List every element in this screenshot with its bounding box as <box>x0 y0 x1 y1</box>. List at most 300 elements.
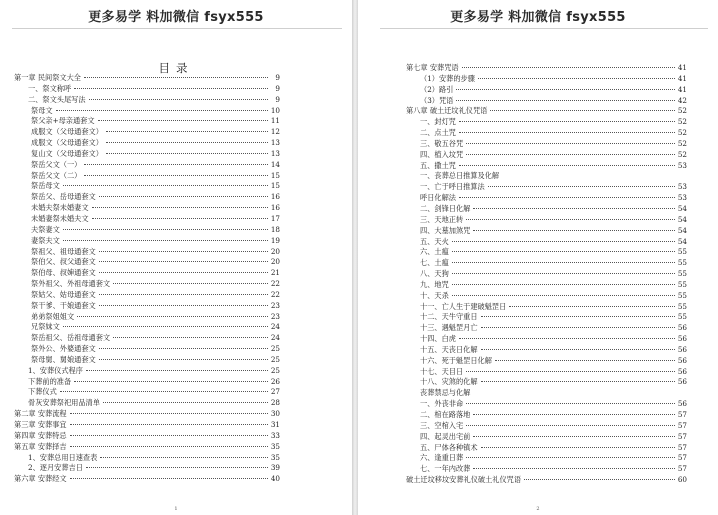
dot-leader <box>70 435 268 436</box>
toc-entry-title: 十一、亡人生于建破魁罡日 <box>420 301 507 311</box>
toc-entry[interactable] <box>406 63 687 74</box>
toc-entry-page: 53 <box>677 193 687 203</box>
dot-leader <box>452 251 675 252</box>
dot-leader <box>84 164 268 165</box>
dot-leader <box>473 208 675 209</box>
toc-entry-title: （2）路引 <box>420 84 454 94</box>
dot-leader <box>473 414 675 415</box>
toc-entry-page: 41 <box>677 84 687 94</box>
dot-leader <box>452 241 675 242</box>
dot-leader <box>98 120 268 121</box>
toc-entry-page: 21 <box>270 268 280 278</box>
dot-leader <box>459 338 675 339</box>
toc-entry[interactable] <box>406 443 687 454</box>
toc-entry-title: 2、逐月安葬吉日 <box>28 463 83 473</box>
toc-entry-title: 破土迁坟移坟安葬礼仪破土礼仪咒语 <box>406 475 522 485</box>
toc-list <box>14 73 280 485</box>
toc-entry-title: 祭姑父、姑母通套文 <box>31 289 96 299</box>
toc-entry[interactable] <box>14 116 280 127</box>
toc-entry-page: 52 <box>677 106 687 116</box>
dot-leader <box>459 132 675 133</box>
toc-entry-page: 57 <box>677 420 687 430</box>
toc-entry[interactable] <box>14 268 280 279</box>
page-header: 更多易学 料加微信 fsyx555 <box>88 10 264 25</box>
toc-entry-title: 弟弟祭姐姐文 <box>31 311 75 321</box>
toc-entry-title: 二、祭文头尾写法 <box>28 94 86 104</box>
toc-entry-page: 16 <box>270 203 280 213</box>
dot-leader <box>473 468 675 469</box>
dot-leader <box>74 381 268 382</box>
toc-entry-page: 60 <box>677 475 687 485</box>
toc-entry-title: 十三、遇魁罡月亡 <box>420 323 478 333</box>
toc-entry-page: 56 <box>677 334 687 344</box>
dot-leader <box>60 391 268 392</box>
dot-leader <box>113 283 268 284</box>
toc-entry-title: 第八章 破土迁坟礼仪咒语 <box>406 106 488 116</box>
toc-entry[interactable] <box>406 139 687 150</box>
toc-entry[interactable] <box>14 95 280 106</box>
toc-entry-page: 16 <box>270 192 280 202</box>
page-header: 更多易学 料加微信 fsyx555 <box>450 10 626 25</box>
dot-leader <box>481 327 675 328</box>
toc-entry[interactable] <box>406 356 687 367</box>
toc-entry[interactable] <box>406 280 687 291</box>
toc-entry-title: 二、剑锋日化解 <box>420 203 471 213</box>
toc-entry-page: 35 <box>270 452 280 462</box>
toc-entry-title: 祭外公、外婆通套文 <box>31 344 96 354</box>
dot-leader <box>106 153 268 154</box>
toc-entry[interactable] <box>406 367 687 378</box>
toc-entry-title: 第七章 安葬咒语 <box>406 63 459 72</box>
toc-entry-title: 丧葬禁忌与化解 <box>420 388 471 398</box>
toc-entry[interactable] <box>14 322 280 333</box>
toc-entry-title: 十六、死于魁罡日化解 <box>420 355 492 365</box>
dot-leader <box>466 457 675 458</box>
toc-entry[interactable] <box>14 84 280 95</box>
dot-leader <box>456 89 675 90</box>
toc-entry-title: 第一章 民间祭文大全 <box>14 73 81 82</box>
toc-entry-title: 九、地咒 <box>420 279 449 289</box>
toc-entry-page: 23 <box>270 300 280 310</box>
toc-entry-title: 祭外祖父、外祖母通套文 <box>31 279 111 289</box>
toc-entry[interactable] <box>406 258 687 269</box>
toc-entry-page: 26 <box>270 376 280 386</box>
toc-entry[interactable] <box>406 226 687 237</box>
toc-entry[interactable] <box>406 193 687 204</box>
toc-entry-title: 三、天地正转 <box>420 214 464 224</box>
toc-entry-page: 55 <box>677 290 687 300</box>
toc-entry[interactable] <box>14 398 280 409</box>
toc-entry-page: 57 <box>677 464 687 474</box>
toc-entry[interactable] <box>14 366 280 377</box>
dot-leader <box>56 110 268 111</box>
toc-entry-page: 24 <box>270 322 280 332</box>
toc-entry-title: 骨灰安葬祭祀用品清单 <box>28 398 100 408</box>
toc-entry-page: 40 <box>270 474 280 484</box>
toc-entry-title: 祭伯父、叔父通套文 <box>31 257 96 267</box>
toc-entry-title: 第五章 安葬择吉 <box>14 441 67 451</box>
toc-entry-page: 57 <box>677 410 687 419</box>
toc-entry-page: 39 <box>270 463 280 473</box>
page-number: 2 <box>536 506 540 512</box>
toc-entry-page: 18 <box>270 224 280 234</box>
toc-entry[interactable] <box>406 171 687 182</box>
toc-entry-page: 56 <box>677 366 687 376</box>
toc-entry-page: 25 <box>270 344 280 354</box>
toc-entry[interactable] <box>406 323 687 334</box>
toc-entry[interactable] <box>14 181 280 192</box>
toc-entry[interactable] <box>406 150 687 161</box>
toc-entry[interactable] <box>14 387 280 398</box>
toc-entry[interactable] <box>406 464 687 475</box>
toc-entry[interactable] <box>14 214 280 225</box>
toc-entry[interactable] <box>406 74 687 85</box>
toc-entry-page: 56 <box>677 355 687 365</box>
toc-entry[interactable] <box>14 463 280 474</box>
toc-entry[interactable] <box>406 128 687 139</box>
right-page <box>358 0 718 515</box>
toc-entry[interactable] <box>406 291 687 302</box>
toc-entry-page: 9 <box>275 73 280 82</box>
dot-leader <box>113 337 268 338</box>
toc-entry-title: 四、起灵出宅前 <box>420 431 471 441</box>
toc-entry-title: 十二、天牛守重日 <box>420 312 478 322</box>
toc-entry-page: 56 <box>677 377 687 387</box>
toc-entry-title: 三、敬五谷咒 <box>420 138 464 148</box>
toc-entry-title: 二、点土咒 <box>420 128 456 138</box>
toc-entry-title: 呼日化解法 <box>420 193 456 203</box>
toc-title: 目录 <box>158 61 194 75</box>
toc-entry-page: 52 <box>677 128 687 138</box>
toc-entry[interactable] <box>14 149 280 160</box>
toc-entry-title: 复山文（父母通套文） <box>31 148 103 158</box>
toc-entry[interactable] <box>14 355 280 366</box>
toc-entry-page: 33 <box>270 430 280 440</box>
dot-leader <box>490 110 675 111</box>
dot-leader <box>481 447 675 448</box>
toc-entry-page: 30 <box>270 409 280 419</box>
toc-entry[interactable] <box>14 344 280 355</box>
toc-entry-page: 15 <box>270 170 280 180</box>
dot-leader <box>99 196 268 197</box>
toc-entry-title: 五、天火 <box>420 236 449 246</box>
toc-entry[interactable] <box>406 432 687 443</box>
toc-entry-title: 夫祭妻文 <box>31 224 60 234</box>
toc-entry-title: 1、安葬仪式程序 <box>28 365 83 375</box>
toc-entry[interactable] <box>406 421 687 432</box>
toc-entry-title: 五、撒土咒 <box>420 160 456 170</box>
toc-entry-page: 55 <box>677 247 687 257</box>
toc-entry-page: 13 <box>270 138 280 148</box>
toc-entry[interactable] <box>406 96 687 107</box>
toc-entry[interactable] <box>406 410 687 421</box>
toc-entry-page: 52 <box>677 138 687 148</box>
toc-entry-title: 成服文（父母通套文） <box>31 138 103 148</box>
toc-entry-title: 祭干爹、干娘通套文 <box>31 300 96 310</box>
toc-entry[interactable] <box>14 236 280 247</box>
toc-entry-title: 一、封灯咒 <box>420 117 456 127</box>
toc-entry[interactable] <box>14 203 280 214</box>
toc-entry-title: 下葬仪式 <box>28 387 57 397</box>
toc-entry[interactable] <box>406 388 687 399</box>
toc-entry-page: 56 <box>677 399 687 409</box>
toc-entry[interactable] <box>406 453 687 464</box>
toc-entry-page: 54 <box>677 236 687 246</box>
dot-leader <box>456 100 675 101</box>
toc-entry-title: 祭伯母、叔婶通套文 <box>31 268 96 278</box>
toc-entry-page: 54 <box>677 225 687 235</box>
toc-entry[interactable] <box>406 334 687 345</box>
dot-leader <box>106 131 268 132</box>
toc-entry-page: 57 <box>677 453 687 463</box>
dot-leader <box>86 370 268 371</box>
toc-entry[interactable] <box>14 257 280 268</box>
toc-entry-page: 54 <box>677 214 687 224</box>
toc-entry-title: 兄祭妹文 <box>31 322 60 332</box>
dot-leader <box>452 273 675 274</box>
dot-leader <box>70 446 268 447</box>
toc-entry-page: 9 <box>275 94 280 104</box>
dot-leader <box>99 294 268 295</box>
toc-entry-title: 祭祖父、祖母通套文 <box>31 246 96 256</box>
toc-entry[interactable] <box>14 301 280 312</box>
toc-entry-page: 53 <box>677 160 687 170</box>
toc-entry-page: 52 <box>677 149 687 159</box>
toc-entry[interactable] <box>14 106 280 117</box>
toc-entry[interactable] <box>406 204 687 215</box>
toc-entry[interactable] <box>14 225 280 236</box>
toc-entry[interactable] <box>406 475 687 486</box>
dot-leader <box>100 457 268 458</box>
dot-leader <box>84 77 268 78</box>
dot-leader <box>63 185 268 186</box>
toc-entry-title: 十五、天丧日化解 <box>420 344 478 354</box>
dot-leader <box>103 402 268 403</box>
toc-entry[interactable] <box>14 247 280 258</box>
toc-entry[interactable] <box>14 73 280 84</box>
dot-leader <box>466 143 675 144</box>
dot-leader <box>77 316 268 317</box>
dot-leader <box>70 478 268 479</box>
toc-list <box>406 63 687 486</box>
toc-entry[interactable] <box>406 345 687 356</box>
toc-entry-page: 55 <box>677 301 687 311</box>
toc-entry[interactable] <box>14 312 280 323</box>
toc-entry-title: 祭父亲+母亲通套文 <box>31 116 95 126</box>
toc-entry-title: 四、植入坟咒 <box>420 149 464 159</box>
toc-entry-page: 52 <box>677 117 687 127</box>
dot-leader <box>509 306 675 307</box>
toc-entry-title: 一、外丧非命 <box>420 399 464 409</box>
toc-entry-title: 二、棺在路落地 <box>420 410 471 419</box>
dot-leader <box>74 88 268 89</box>
toc-entry[interactable] <box>406 215 687 226</box>
dot-leader <box>524 479 675 480</box>
toc-entry[interactable] <box>406 237 687 248</box>
dot-leader <box>70 413 268 414</box>
dot-leader <box>481 349 675 350</box>
dot-leader <box>495 360 675 361</box>
toc-entry-title: 妻祭夫文 <box>31 235 60 245</box>
toc-entry-title: （3）咒语 <box>420 95 454 105</box>
toc-entry-page: 27 <box>270 387 280 397</box>
dot-leader <box>452 262 675 263</box>
toc-entry-page: 22 <box>270 279 280 289</box>
dot-leader <box>466 219 675 220</box>
toc-entry-page: 25 <box>270 354 280 364</box>
dot-leader <box>99 251 268 252</box>
dot-leader <box>92 218 268 219</box>
toc-entry-title: 祭岳父文（一） <box>31 159 82 169</box>
toc-entry-title: 祭母舅、舅娘通套文 <box>31 354 96 364</box>
toc-entry-title: 祭岳父文（二） <box>31 170 82 180</box>
dot-leader <box>459 121 675 122</box>
toc-entry-page: 9 <box>275 83 280 93</box>
toc-entry-title: 祭岳祖父、岳祖母通套文 <box>31 333 111 343</box>
toc-entry-page: 31 <box>270 420 280 429</box>
toc-entry-title: 成服文（父母通套文） <box>31 127 103 137</box>
toc-entry-title: 十七、天目日 <box>420 366 464 376</box>
toc-entry[interactable] <box>14 279 280 290</box>
toc-entry-page: 57 <box>677 442 687 452</box>
dot-leader <box>473 230 675 231</box>
toc-entry-page: 24 <box>270 333 280 343</box>
toc-entry-title: 一、丧葬总日推算及化解 <box>420 171 500 181</box>
toc-entry-title: 1、安葬总用日速查表 <box>28 452 98 462</box>
dot-leader <box>473 436 675 437</box>
toc-entry-title: 七、一年内改葬 <box>420 464 471 474</box>
dot-leader <box>452 295 675 296</box>
toc-entry-title: 一、祭文称呼 <box>28 83 72 93</box>
toc-entry[interactable] <box>14 453 280 464</box>
dot-leader <box>99 359 268 360</box>
toc-entry[interactable] <box>14 138 280 149</box>
toc-entry-title: 四、大墓加煞咒 <box>420 225 471 235</box>
toc-entry[interactable] <box>14 420 280 431</box>
toc-entry-title: 三、空棺入宅 <box>420 420 464 430</box>
toc-entry-page: 22 <box>270 289 280 299</box>
toc-entry[interactable] <box>14 442 280 453</box>
toc-entry-page: 14 <box>270 159 280 169</box>
toc-entry[interactable] <box>406 117 687 128</box>
dot-leader <box>99 261 268 262</box>
toc-entry[interactable] <box>14 431 280 442</box>
dot-leader <box>63 326 268 327</box>
toc-entry-page: 15 <box>270 181 280 191</box>
toc-entry-title: 第六章 安葬经文 <box>14 474 67 484</box>
dot-leader <box>84 175 268 176</box>
page-number: 1 <box>174 506 178 512</box>
toc-entry[interactable] <box>406 161 687 172</box>
toc-entry-title: 五、尸体各种镇术 <box>420 442 478 452</box>
toc-entry-title: 祭岳母文 <box>31 181 60 191</box>
toc-entry-page: 25 <box>270 365 280 375</box>
toc-entry-page: 28 <box>270 398 280 408</box>
dot-leader <box>462 67 675 68</box>
dot-leader <box>466 403 675 404</box>
dot-leader <box>106 142 268 143</box>
left-page <box>0 0 352 515</box>
toc-entry[interactable] <box>14 409 280 420</box>
dot-leader <box>86 467 268 468</box>
toc-entry-title: 未婚夫祭未婚妻文 <box>31 203 89 213</box>
toc-entry[interactable] <box>406 85 687 96</box>
toc-entry-page: 19 <box>270 235 280 245</box>
toc-entry[interactable] <box>406 399 687 410</box>
dot-leader <box>99 348 268 349</box>
toc-entry[interactable] <box>406 312 687 323</box>
toc-entry-page: 55 <box>677 279 687 289</box>
toc-entry-page: 35 <box>270 441 280 451</box>
dot-leader <box>459 197 675 198</box>
toc-entry[interactable] <box>406 106 687 117</box>
dot-leader <box>459 165 675 166</box>
toc-entry-page: 55 <box>677 269 687 279</box>
toc-entry-page: 54 <box>677 203 687 213</box>
toc-entry[interactable] <box>14 377 280 388</box>
toc-entry[interactable] <box>14 474 280 485</box>
header-rule <box>380 28 708 29</box>
dot-leader <box>452 284 675 285</box>
toc-entry-title: 祭母文 <box>31 105 53 115</box>
toc-entry[interactable] <box>14 127 280 138</box>
toc-entry-page: 55 <box>677 258 687 268</box>
toc-entry[interactable] <box>406 302 687 313</box>
toc-entry-page: 56 <box>677 344 687 354</box>
dot-leader <box>92 207 268 208</box>
dot-leader <box>63 240 268 241</box>
toc-entry[interactable] <box>14 290 280 301</box>
dot-leader <box>481 316 675 317</box>
toc-entry-title: 下葬前的准备 <box>28 376 72 386</box>
toc-entry-page: 53 <box>677 182 687 192</box>
toc-entry-page: 56 <box>677 323 687 333</box>
toc-entry[interactable] <box>406 182 687 193</box>
toc-entry[interactable] <box>14 160 280 171</box>
dot-leader <box>466 154 675 155</box>
toc-entry[interactable] <box>14 333 280 344</box>
dot-leader <box>466 371 675 372</box>
dot-leader <box>99 305 268 306</box>
toc-entry-page: 13 <box>270 148 280 158</box>
toc-entry-title: 十、天杀 <box>420 290 449 300</box>
toc-entry-page: 20 <box>270 257 280 267</box>
toc-entry-title: 祭岳父、岳母通套文 <box>31 192 96 202</box>
dot-leader <box>488 186 675 187</box>
toc-entry-page: 12 <box>270 127 280 137</box>
dot-leader <box>89 99 268 100</box>
toc-entry-title: 七、土瘟 <box>420 258 449 268</box>
dot-leader <box>63 229 268 230</box>
toc-entry-page: 41 <box>677 63 687 72</box>
toc-entry-page: 10 <box>270 105 280 115</box>
toc-entry-page: 57 <box>677 431 687 441</box>
toc-entry[interactable] <box>406 377 687 388</box>
toc-entry[interactable] <box>14 192 280 203</box>
toc-entry-title: 六、逢重日葬 <box>420 453 464 463</box>
toc-entry[interactable] <box>14 171 280 182</box>
toc-entry[interactable] <box>406 269 687 280</box>
toc-entry-page: 41 <box>677 73 687 83</box>
toc-entry-page: 55 <box>677 312 687 322</box>
dot-leader <box>70 424 268 425</box>
header-rule <box>12 28 342 29</box>
dot-leader <box>481 381 675 382</box>
dot-leader <box>99 272 268 273</box>
toc-entry-title: 八、天狗 <box>420 269 449 279</box>
toc-entry[interactable] <box>406 247 687 258</box>
toc-entry-title: 第二章 安葬流程 <box>14 409 67 419</box>
